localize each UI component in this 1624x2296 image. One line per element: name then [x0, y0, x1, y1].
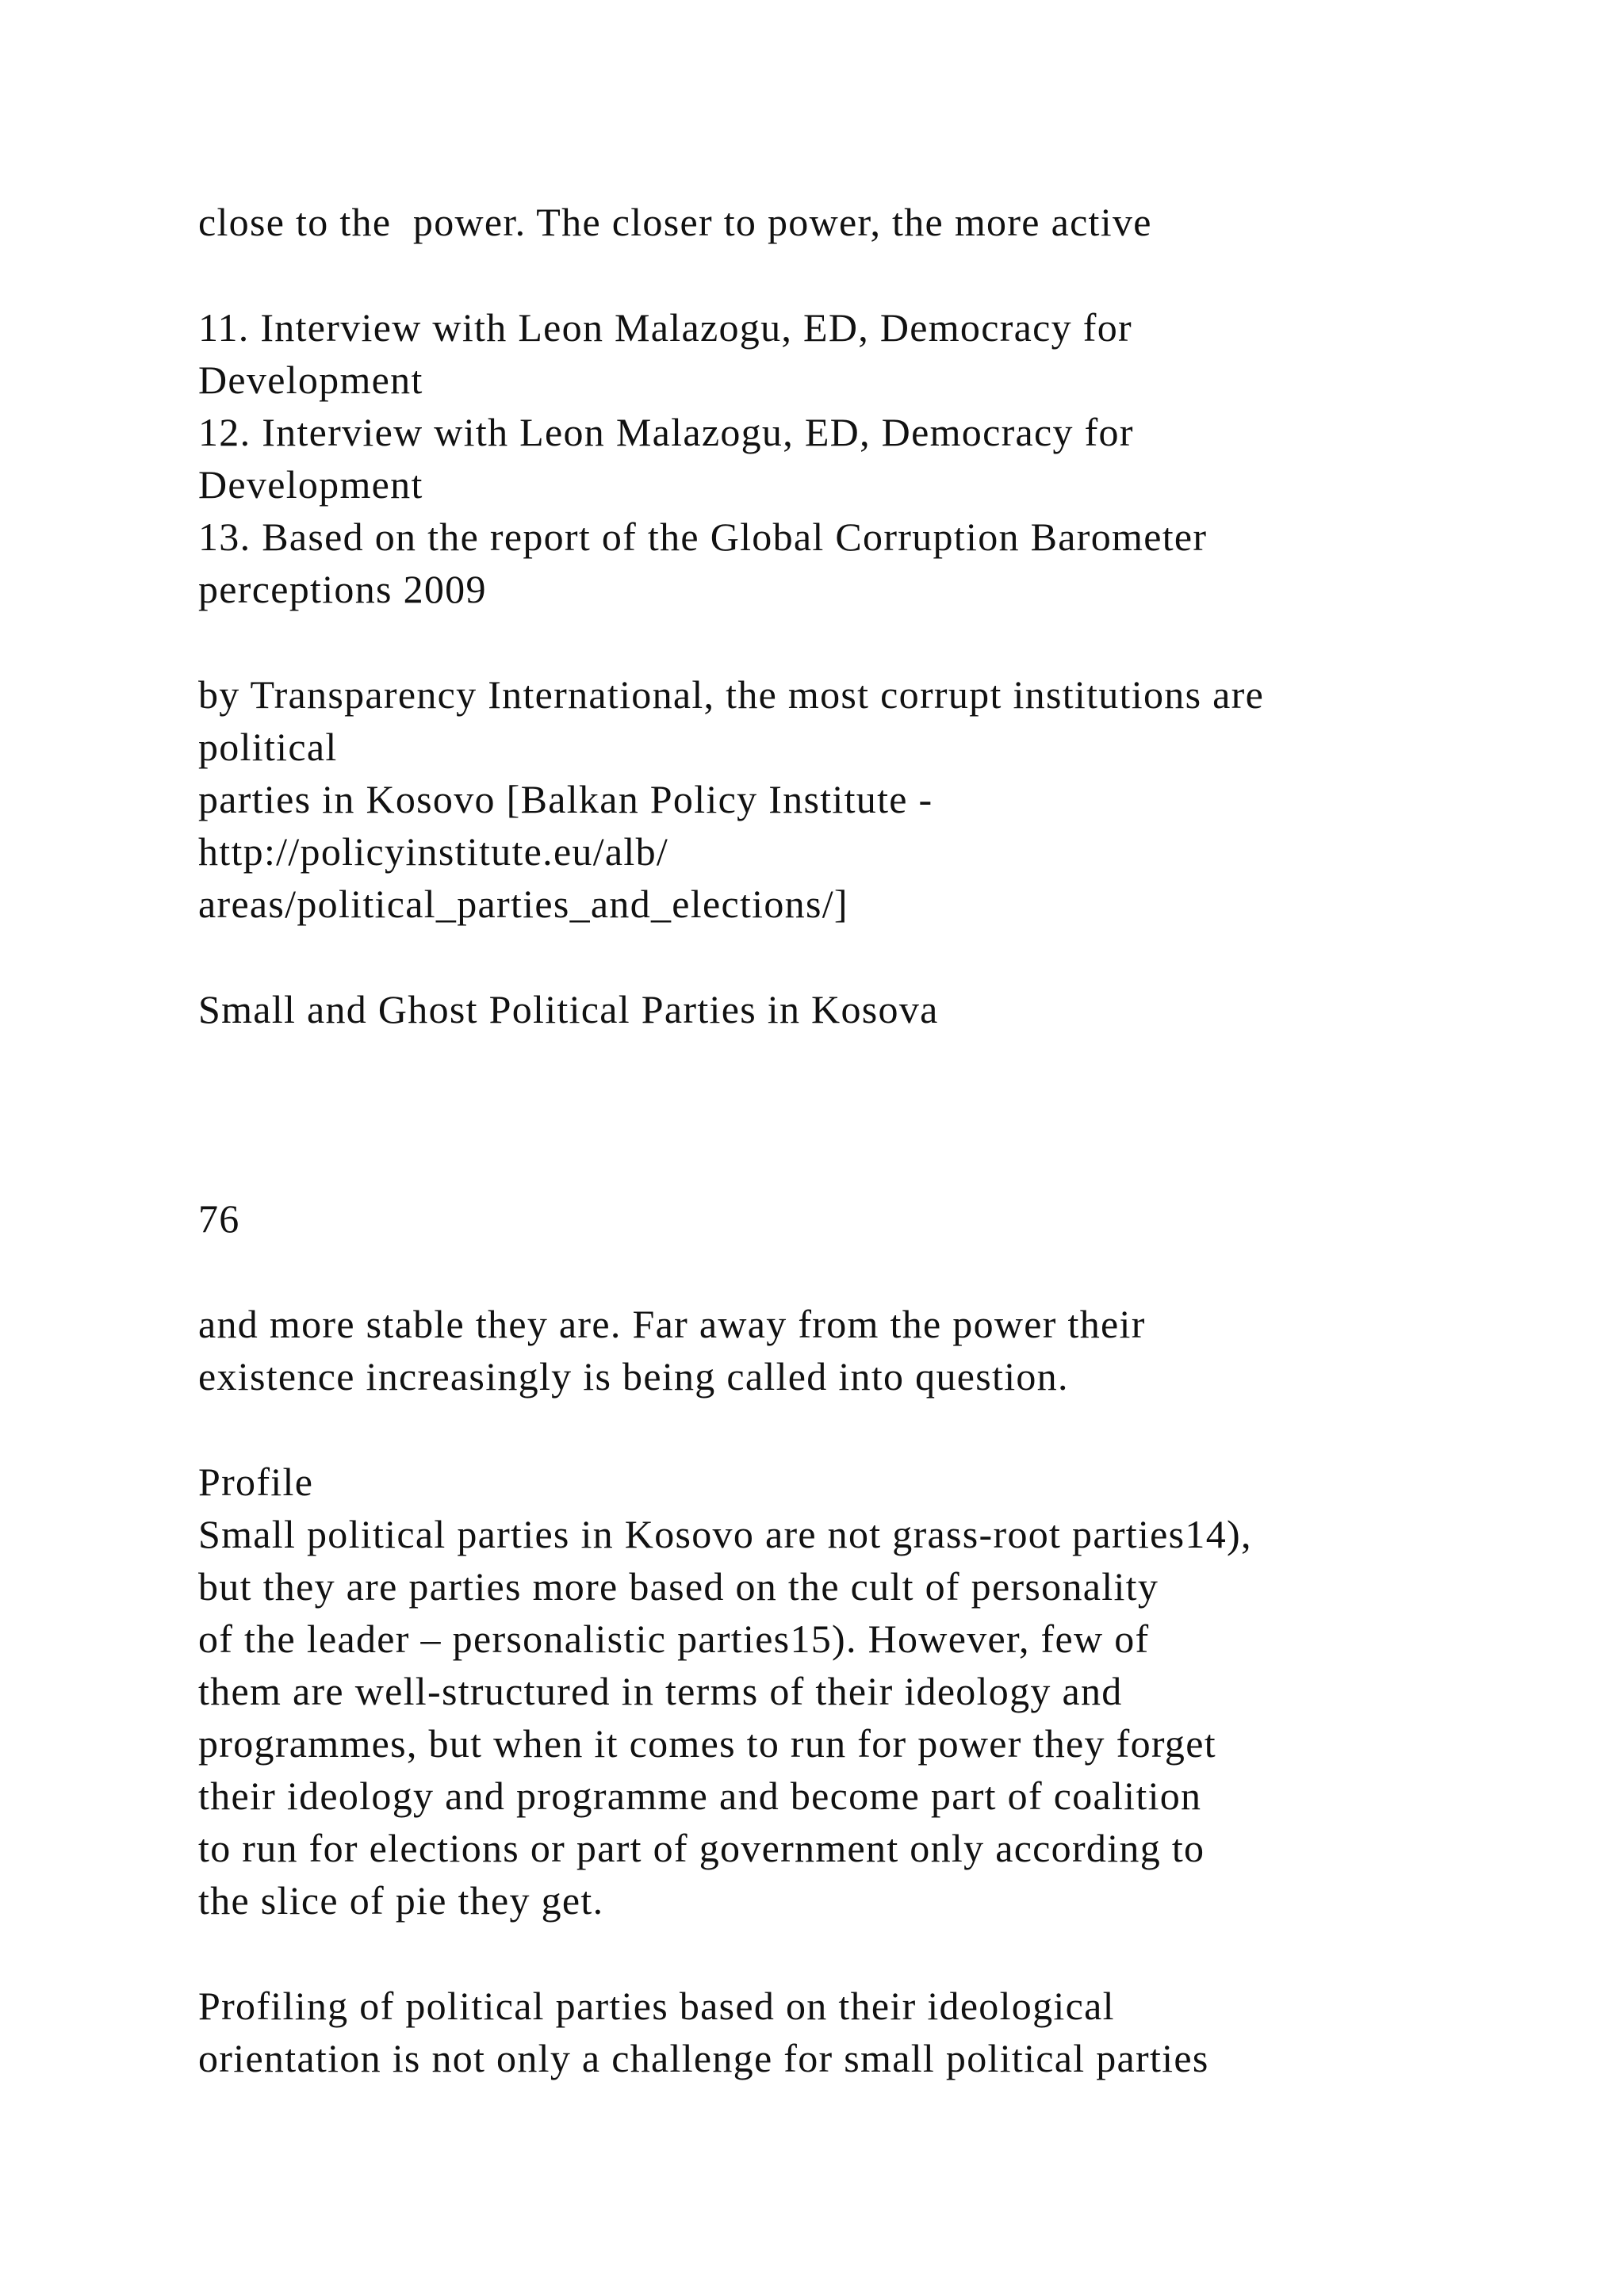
footnote-line: Development — [198, 462, 423, 507]
text-line: of the leader – personalistic parties15). However, few of — [198, 1617, 1150, 1661]
text-line: but they are parties more based on the cult of personality — [198, 1564, 1159, 1609]
text-line: existence increasingly is being called into question. — [198, 1354, 1069, 1399]
page-number: 76 — [198, 1196, 240, 1241]
text-line: close to the power. The closer to power, the more active — [198, 200, 1152, 244]
footnote-line: 13. Based on the report of the Global Corruption Barometer — [198, 515, 1208, 559]
footnote-url: areas/political_parties_and_elections/] — [198, 882, 848, 926]
text-line: Profiling of political parties based on their ideological — [198, 1984, 1115, 2028]
footnote-line: perceptions 2009 — [198, 567, 487, 611]
footnote-line: political — [198, 725, 338, 769]
section-heading: Profile — [198, 1460, 314, 1504]
text-line: to run for elections or part of government only according to — [198, 1826, 1205, 1870]
text-line: the slice of pie they get. — [198, 1878, 604, 1923]
footnote-line: 12. Interview with Leon Malazogu, ED, Democracy for — [198, 410, 1134, 454]
footnote-line: 11. Interview with Leon Malazogu, ED, Democracy for — [198, 305, 1132, 350]
text-line: their ideology and programme and become part of coalition — [198, 1774, 1202, 1818]
footnote-line: by Transparency International, the most corrupt institutions are — [198, 672, 1265, 717]
text-line: orientation is not only a challenge for small political parties — [198, 2036, 1209, 2080]
text-line: and more stable they are. Far away from the power their — [198, 1302, 1146, 1346]
text-line: them are well-structured in terms of their ideology and — [198, 1669, 1123, 1713]
footnote-line: Development — [198, 358, 423, 402]
text-line: Small political parties in Kosovo are not grass-root parties14), — [198, 1512, 1252, 1556]
footnote-url: http://policyinstitute.eu/alb/ — [198, 829, 669, 874]
running-header: Small and Ghost Political Parties in Kosova — [198, 987, 939, 1031]
footnote-line: parties in Kosovo [Balkan Policy Institute - — [198, 777, 933, 821]
text-line: programmes, but when it comes to run for power they forget — [198, 1721, 1216, 1766]
